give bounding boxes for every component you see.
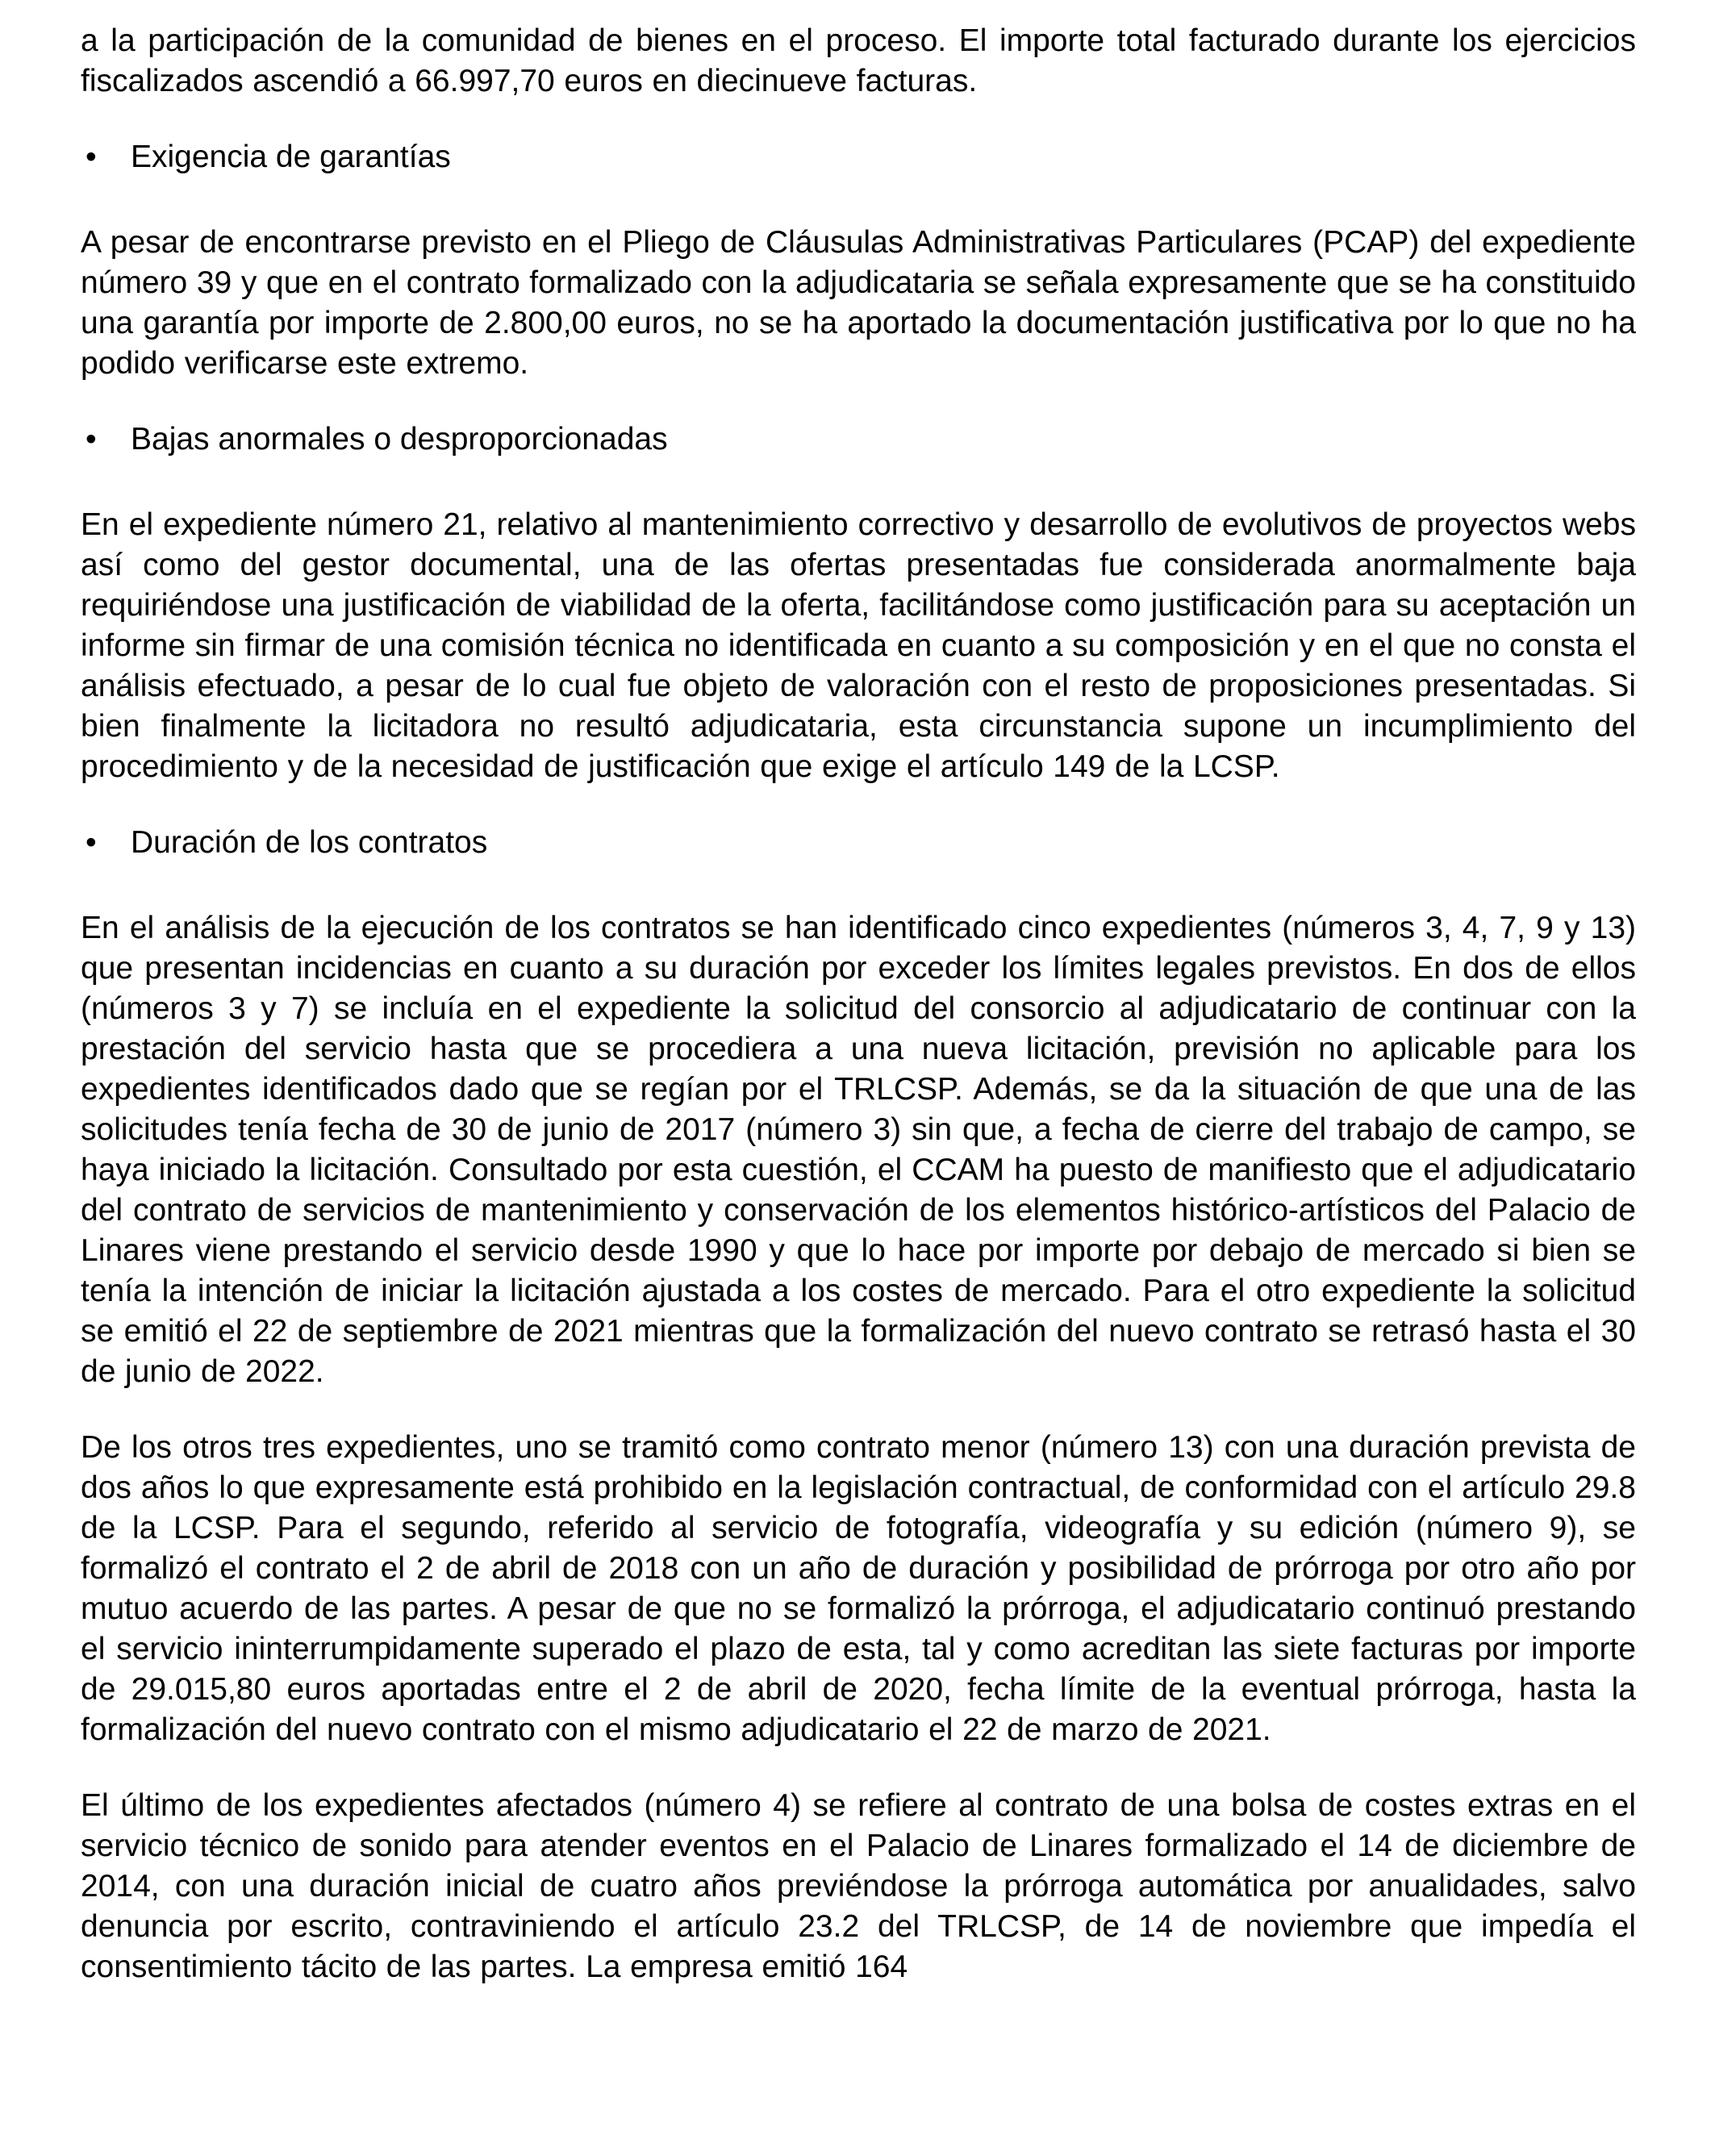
bullet-label: Duración de los contratos	[131, 825, 488, 860]
paragraph-expediente-21-oferta-anormal: En el expediente número 21, relativo al mantenimiento correctivo y desarrollo de evolutivos de proyectos webs así como del gestor documental, una de las ofertas presentadas fue considerada anormalmente baja requiriéndose una justificación de viabilidad de la oferta, facilitándose como justificación para su aceptación un informe sin firmar de una comisión técnica no identificada en cuanto a su composición y en el que no consta el análisis efectuado, a pesar de lo cual fue objeto de valoración con el resto de proposiciones presentadas. Si bien finalmente la licitadora no resultó adjudicataria, esta circunstancia supone un incumplimiento del procedimiento y de la necesidad de justificación que exige el artículo 149 de la LCSP.	[81, 507, 1636, 784]
paragraph-duracion-cinco-expedientes: En el análisis de la ejecución de los contratos se han identificado cinco expedientes (números 3, 4, 7, 9 y 13) que presentan incidencias en cuanto a su duración por exceder los límites legales previstos. En dos de ellos (números 3 y 7) se incluía en el expediente la solicitud del consorcio al adjudicatario de continuar con la prestación del servicio hasta que se procediera a una nueva licitación, previsión no aplicable para los expedientes identificados dado que se regían por el TRLCSP. Además, se da la situación de que una de las solicitudes tenía fecha de 30 de junio de 2017 (número 3) sin que, a fecha de cierre del trabajo de campo, se haya iniciado la licitación. Consultado por esta cuestión, el CCAM ha puesto de manifiesto que el adjudicatario del contrato de servicios de mantenimiento y conservación de los elementos histórico-artísticos del Palacio de Linares viene prestando el servicio desde 1990 y que lo hace por importe por debajo de mercado si bien se tenía la intención de iniciar la licitación ajustada a los costes de mercado. Para el otro expediente la solicitud se emitió el 22 de septiembre de 2021 mientras que la formalización del nuevo contrato se retrasó hasta el 30 de junio de 2022.	[81, 911, 1636, 1389]
paragraph-continuation-invoicing: a la participación de la comunidad de bienes en el proceso. El importe total facturado durante los ejercicios fiscalizados ascendió a 66.997,70 euros en diecinueve facturas.	[81, 23, 1636, 98]
bullet-label: Bajas anormales o desproporcionadas	[131, 422, 668, 457]
paragraph-ultimo-expediente-numero-4: El último de los expedientes afectados (número 4) se refiere al contrato de una bolsa de costes extras en el servicio técnico de sonido para atender eventos en el Palacio de Linares formalizado el 14 de diciembre de 2014, con una duración inicial de cuatro años previéndose la prórroga automática por anualidades, salvo denuncia por escrito, contraviniendo el artículo 23.2 del TRLCSP, de 14 de noviembre que impedía el consentimiento tácito de las partes. La empresa emitió 164	[81, 1788, 1636, 1984]
bullet-item-duracion-contratos	[86, 823, 1636, 863]
paragraph-garantia-expediente-39: A pesar de encontrarse previsto en el Pliego de Cláusulas Administrativas Particulares (PCAP) del expediente número 39 y que en el contrato formalizado con la adjudicataria se señala expresamente que se ha constituido una garantía por importe de 2.800,00 euros, no se ha aportado la documentación justificativa por lo que no ha podido verificarse este extremo.	[81, 225, 1636, 381]
paragraph-otros-tres-expedientes: De los otros tres expedientes, uno se tramitó como contrato menor (número 13) con una duración prevista de dos años lo que expresamente está prohibido en la legislación contractual, de conformidad con el artículo 29.8 de la LCSP. Para el segundo, referido al servicio de fotografía, videografía y su edición (número 9), se formalizó el contrato el 2 de abril de 2018 con un año de duración y posibilidad de prórroga por otro año por mutuo acuerdo de las partes. A pesar de que no se formalizó la prórroga, el adjudicatario continuó prestando el servicio ininterrumpidamente superado el plazo de esta, tal y como acreditan las siete facturas por importe de 29.015,80 euros aportadas entre el 2 de abril de 2020, fecha límite de la eventual prórroga, hasta la formalización del nuevo contrato con el mismo adjudicatario el 22 de marzo de 2021.	[81, 1430, 1636, 1747]
bullet-marker-icon: •	[86, 825, 97, 860]
bullet-label: Exigencia de garantías	[131, 140, 451, 174]
bullet-marker-icon: •	[86, 140, 97, 174]
bullet-item-exigencia-garantias	[86, 137, 1636, 177]
bullet-marker-icon: •	[86, 422, 97, 457]
bullet-item-bajas-anormales	[86, 419, 1636, 460]
